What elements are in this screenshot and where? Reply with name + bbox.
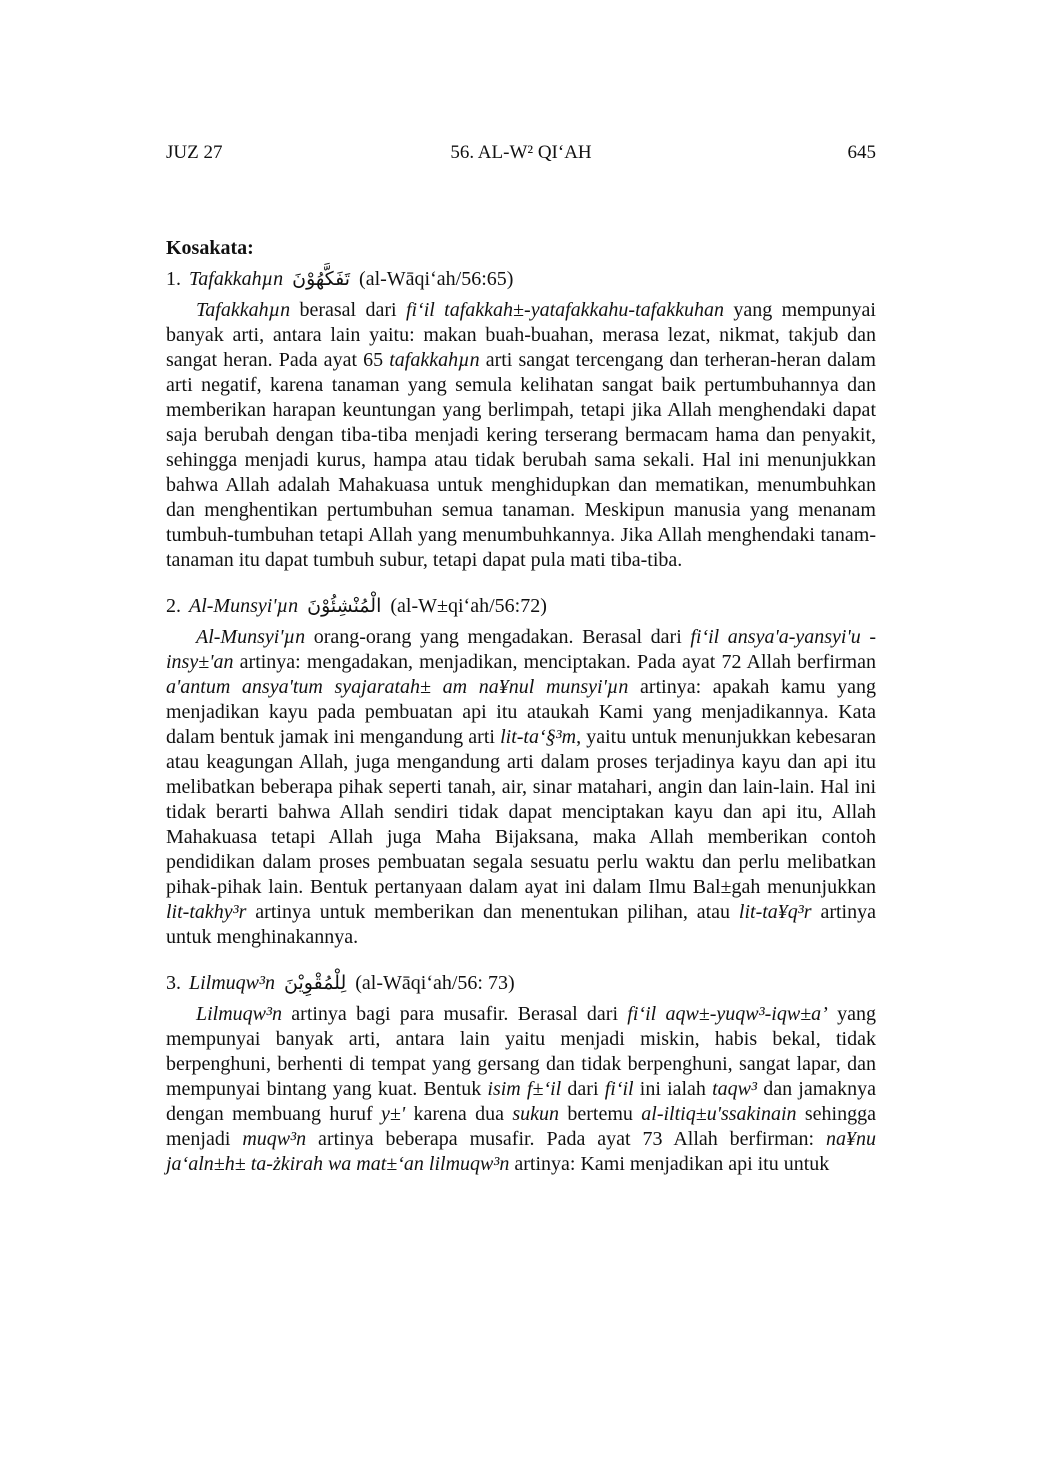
entry-term: Lilmuqw³n: [189, 972, 276, 994]
entry-arabic: الْمُنْشِئُوْنَ: [307, 595, 382, 617]
entry-paragraph: Tafakkahµn berasal dari fi‘il tafakkah±-yatafakkahu-tafakkuhan yang mempunyai banyak arti, antara lain yaitu: makan buah-buahan, merasa lezat, nikmat, takjub dan sangat heran. Pada ayat 65 tafakkahµn arti sangat tercengang dan terheran-heran dalam arti negatif, karena tanaman yang semula kelihatan sangat baik pertumbuhannya dan memberikan harapan keuntungan yang berlimpah, tetapi jika Allah menghendaki dapat saja berubah dengan tiba-tiba menjadi kering terserang bermacam hama dan penyakit, sehingga menjadi kurus, hampa atau tidak berubah sama sekali. Hal ini menunjukkan bahwa Allah adalah Mahakuasa untuk menghidupkan dan mematikan, menumbuhkan dan menghentikan pertumbuhan semua tanaman. Meskipun manusia yang menanam tumbuh-tumbuhan tetapi Allah yang menumbuhkannya. Jika Allah menghendaki tanam-tanaman itu dapat tumbuh subur, tetapi dapat pula mati tiba-tiba.: [166, 299, 876, 571]
entry-number: 1.: [166, 268, 181, 290]
entry-reference: (al-Wāqi‘ah/56: 73): [355, 972, 515, 994]
entry-paragraph: Lilmuqw³n artinya bagi para musafir. Berasal dari fi‘il aqw±-yuqw³-iqw±a’ yang mempunyai banyak arti, antara lain yaitu menjadi miskin, habis bekal, tidak berpenghuni, berhenti di tempat yang gersang dan tidak berpenghuni, sangat lapar, dan mempunyai bintang yang kuat. Bentuk isim f±‘il dari fi‘il ini ialah taqw³ dan jamaknya dengan membuang huruf y±' karena dua sukun bertemu al-iltiq±u'ssakinain sehingga menjadi muqw³n artinya beberapa musafir. Pada ayat 73 Allah berfirman: na¥nu ja‘aln±h± ta-żkirah wa mat±‘an lilmuqw³n artinya: Kami menjadikan api itu untuk: [166, 1003, 877, 1175]
entry-reference: (al-W±qi‘ah/56:72): [390, 595, 547, 617]
entry-number: 2.: [166, 595, 181, 617]
entry-title: [166, 593, 876, 619]
entry-term: Tafakkahµn: [189, 268, 284, 290]
entry-arabic: لِلْمُقْوِيْنَ: [284, 972, 347, 994]
entry-term: Al-Munsyi'µn: [189, 595, 299, 617]
section-title: Kosakata:: [166, 237, 254, 259]
entry-arabic: تَفَكَّهُوْنَ: [292, 268, 351, 290]
header-surah: 56. AL-W² QI‘AH: [450, 142, 592, 163]
entry-paragraph: Al-Munsyi'µn orang-orang yang mengadakan. Berasal dari fi‘il ansya'a-yansyi'u -insy±'an artinya: mengadakan, menjadikan, menciptakan. Pada ayat 72 Allah berfirman a'antum ansya'tum syajaratah± am na¥nul munsyi'µn artinya: apakah kamu yang menjadikan kayu pada pembuatan api itu ataukah Kami yang menjadikannya. Kata dalam bentuk jamak ini mengandung arti lit-ta‘§³m, yaitu untuk menunjukkan kebesaran atau keagungan Allah, juga mengandung arti dalam proses terjadinya kayu dan api itu melibatkan beberapa pihak seperti tanah, air, sinar matahari, angin dan lain-lain. Hal ini tidak berarti bahwa Allah sendiri tidak dapat menciptakan kayu dan api itu, Allah Mahakuasa tetapi Allah juga Maha Bijaksana, maka Allah memberikan contoh pendidikan dalam proses pembuatan segala sesuatu perlu waktu dan perlu melibatkan pihak-pihak lain. Bentuk pertanyaan dalam ayat ini dalam Ilmu Bal±gah menunjukkan lit-takhy³r artinya untuk memberikan dan menentukan pilihan, atau lit-ta¥q³r artinya untuk menghinakannya.: [166, 626, 876, 948]
header-juz: JUZ 27: [166, 142, 223, 163]
entry-title: [166, 970, 876, 996]
entry-reference: (al-Wāqi‘ah/56:65): [359, 268, 514, 290]
entry-number: 3.: [166, 972, 181, 994]
page: [166, 142, 876, 1177]
header-page-number: 645: [847, 142, 876, 163]
running-header: [166, 142, 876, 176]
entry-title: [166, 266, 876, 292]
